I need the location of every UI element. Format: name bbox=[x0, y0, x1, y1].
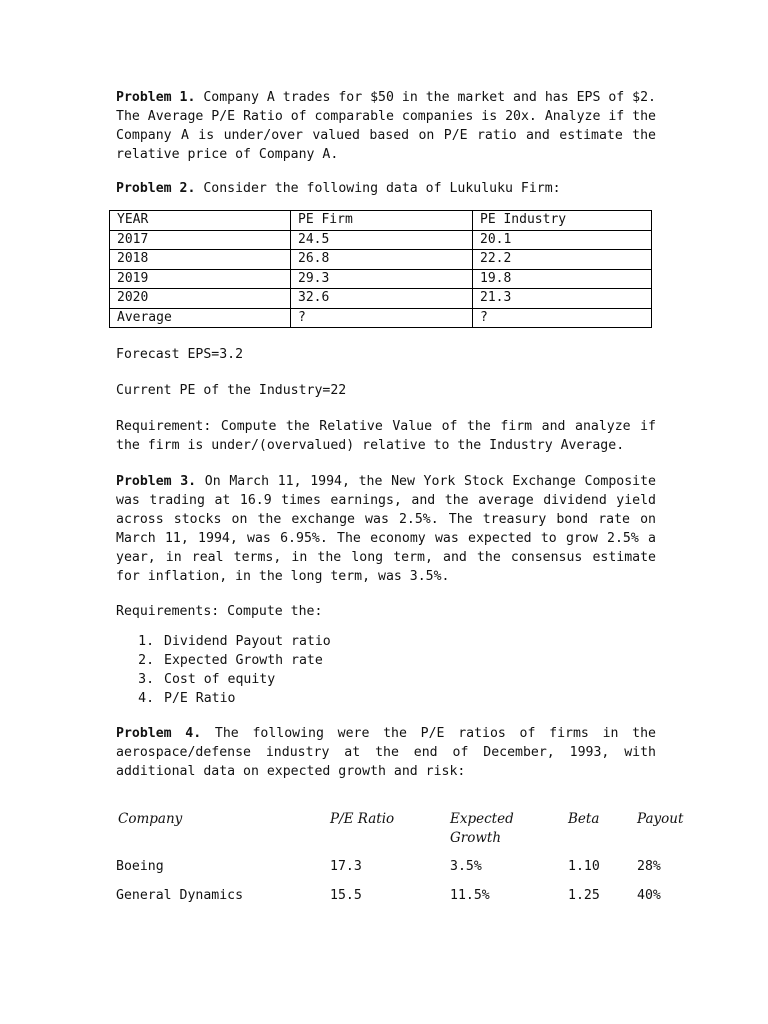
pe-table-header: PE Industry bbox=[473, 211, 652, 231]
table-cell: 22.2 bbox=[473, 250, 652, 270]
payout-value: 28% bbox=[637, 859, 661, 874]
list-item: 1. Dividend Payout ratio bbox=[162, 632, 656, 651]
expected-growth-value: 3.5% bbox=[450, 859, 482, 874]
table-row bbox=[110, 269, 652, 289]
document-page bbox=[116, 88, 684, 911]
list-item: 3. Cost of equity bbox=[162, 670, 656, 689]
table-cell: 2017 bbox=[110, 230, 291, 250]
table-cell: Average bbox=[110, 308, 291, 328]
column-header-company: Company bbox=[118, 811, 183, 827]
problem-4-text: The following were the P/E ratios of firms in the aerospace/defense industry at the end of December, 1993, with additional data on expected growth and risk: bbox=[116, 726, 656, 779]
list-item: 4. P/E Ratio bbox=[162, 689, 656, 708]
company-comparison-table bbox=[116, 791, 684, 911]
problem-3-text: On March 11, 1994, the New York Stock Exchange Composite was trading at 16.9 times earnings, and the average dividend yield across stocks on the exchange was 2.5%. The treasury bond rate on March 11, 1994, was 6.95%. The economy was expected to grow 2.5% a year, in real terms, in the long term, and the consensus estimate for inflation, in the long term, was 3.5%. bbox=[116, 474, 656, 584]
table-cell: 24.5 bbox=[291, 230, 473, 250]
problem-4 bbox=[116, 724, 656, 781]
beta-value: 1.10 bbox=[568, 859, 600, 874]
problem-1 bbox=[116, 88, 656, 164]
problem-4-label: Problem 4. bbox=[116, 726, 202, 741]
list-item: 2. Expected Growth rate bbox=[162, 651, 656, 670]
expected-growth-value: 11.5% bbox=[450, 888, 490, 903]
pe-table-header: PE Firm bbox=[291, 211, 473, 231]
problem-3 bbox=[116, 472, 656, 586]
table-cell: 2020 bbox=[110, 289, 291, 309]
table-row bbox=[110, 250, 652, 270]
column-header-expected-growth: Expected Growth bbox=[450, 811, 514, 846]
column-header-payout: Payout bbox=[637, 811, 684, 827]
table-row bbox=[110, 289, 652, 309]
problem-3-requirements-list bbox=[116, 632, 656, 708]
problem-3-requirements-intro: Requirements: Compute the: bbox=[116, 604, 323, 619]
problem-2-text: Consider the following data of Lukuluku Firm: bbox=[195, 181, 561, 196]
pe-ratio-value: 15.5 bbox=[330, 888, 362, 903]
table-cell: 29.3 bbox=[291, 269, 473, 289]
table-cell: 2018 bbox=[110, 250, 291, 270]
table-cell: 32.6 bbox=[291, 289, 473, 309]
column-header-beta: Beta bbox=[568, 811, 600, 827]
beta-value: 1.25 bbox=[568, 888, 600, 903]
pe-table-header-row bbox=[110, 211, 652, 231]
table-cell: ? bbox=[291, 308, 473, 328]
problem-2 bbox=[116, 179, 656, 198]
company-name: Boeing bbox=[116, 859, 164, 874]
table-cell: 19.8 bbox=[473, 269, 652, 289]
pe-ratio-value: 17.3 bbox=[330, 859, 362, 874]
table-cell: 20.1 bbox=[473, 230, 652, 250]
current-industry-pe: Current PE of the Industry=22 bbox=[116, 383, 347, 398]
table-cell: 2019 bbox=[110, 269, 291, 289]
problem-3-label: Problem 3. bbox=[116, 474, 197, 489]
column-header-pe-ratio: P/E Ratio bbox=[330, 811, 395, 827]
forecast-eps: Forecast EPS=3.2 bbox=[116, 347, 244, 362]
pe-table bbox=[109, 210, 652, 328]
table-cell: 26.8 bbox=[291, 250, 473, 270]
table-row bbox=[110, 308, 652, 328]
payout-value: 40% bbox=[637, 888, 661, 903]
pe-table-header: YEAR bbox=[110, 211, 291, 231]
company-name: General Dynamics bbox=[116, 888, 244, 903]
table-cell: 21.3 bbox=[473, 289, 652, 309]
problem-2-label: Problem 2. bbox=[116, 181, 196, 196]
table-cell: ? bbox=[473, 308, 652, 328]
problem-1-label: Problem 1. bbox=[116, 90, 196, 105]
problem-1-text: Company A trades for $50 in the market and has EPS of $2. The Average P/E Ratio of comparable companies is 20x. Analyze if the Company A is under/over valued based on P/E ratio and estimate the relative price of Company A. bbox=[116, 90, 656, 162]
table-row bbox=[110, 230, 652, 250]
problem-2-requirement: Requirement: Compute the Relative Value of the firm and analyze if the firm is under/(overvalued) relative to the Industry Average. bbox=[116, 419, 656, 453]
